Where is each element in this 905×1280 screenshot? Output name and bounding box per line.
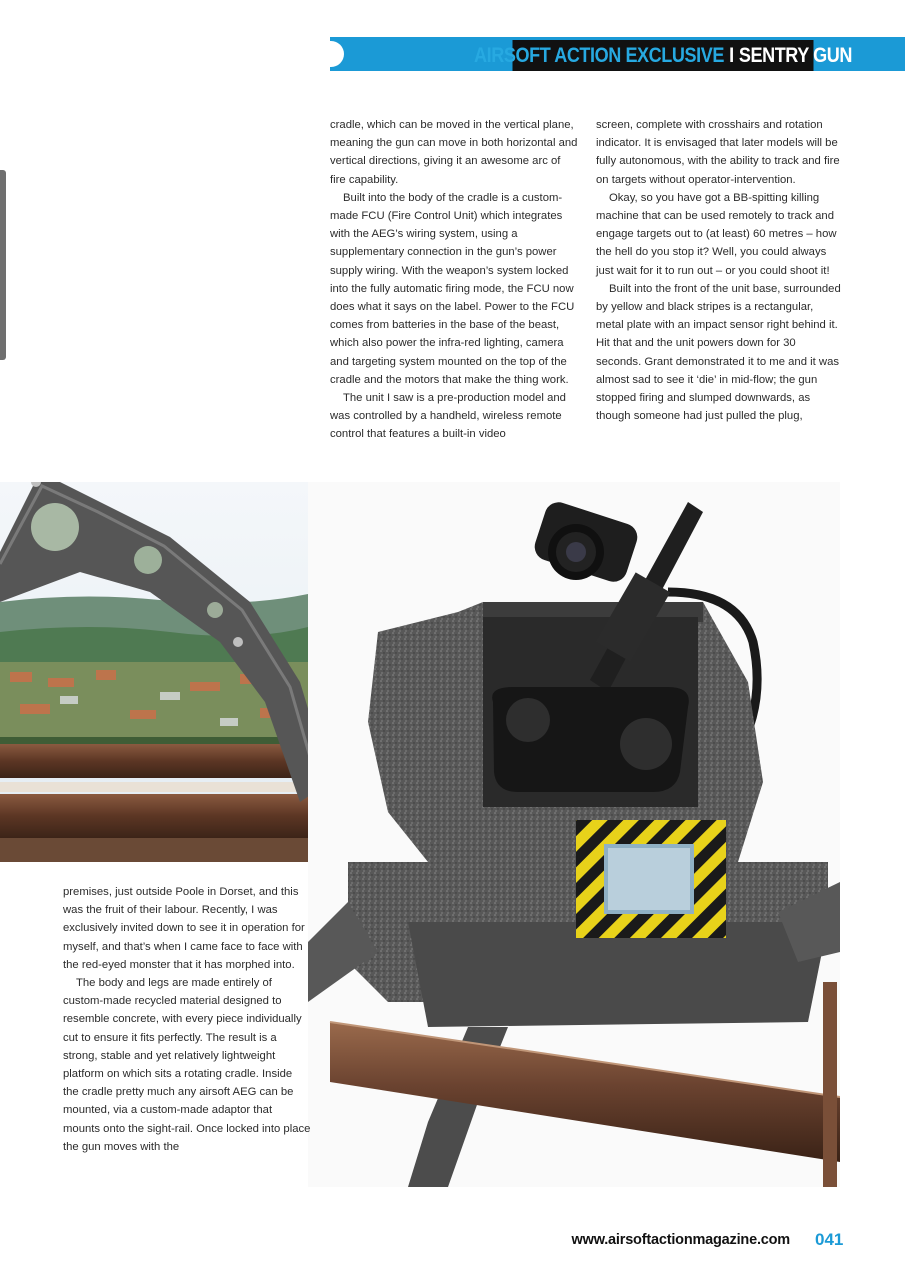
paragraph: Okay, so you have got a BB-spitting killing machine that can be used remotely to track and engage targets out to (at least) 60 metres – how the hell do you stop it? Well, you could always just wait for it to run out – or you could shoot it! bbox=[596, 191, 837, 277]
paragraph: Built into the body of the cradle is a custom-made FCU (Fire Control Unit) which integrates with the AEG’s wiring system, using a supplementary connection in the gun’s power supply wiring. With the weapon’s system locked into the fully automatic firing mode, the FCU now does what it says on the label. Power to the FCU comes from batteries in the base of the beast, which also power the infra-red lighting, camera and targeting system mounted on the top of the cradle and the motors that make the thing work. bbox=[330, 191, 575, 386]
paragraph: Built into the front of the unit base, surrounded by yellow and black stripes is a rectangular, metal plate with an impact sensor right behind it. Hit that and the unit powers down for 30 seconds. Grant demonstrated it to me and it was almost sad to see it ‘die’ in mid-flow; the gun stopped firing and slumped downwards, as though someone had just pulled the plug, bbox=[596, 282, 841, 423]
page-number: 041 bbox=[815, 1230, 844, 1249]
photo-edge-strip bbox=[0, 170, 6, 360]
article-column-left bbox=[63, 883, 311, 1156]
section-header bbox=[474, 40, 852, 71]
footer-website-url: www.airsoftactionmagazine.com bbox=[571, 1232, 790, 1248]
article-column-right bbox=[596, 116, 844, 425]
paragraph: The body and legs are made entirely of custom-made recycled material designed to resemble concrete, with every piece individually cut to ensure it fits perfectly. The result is a strong, stable and yet relatively lightweight platform on which sits a rotating cradle. Inside the cradle pretty much any airsoft AEG can be mounted, via a custom-made adaptor that mounts onto the sight-rail. Once locked into place the gun moves with the bbox=[63, 977, 311, 1153]
photo-landscape-leg bbox=[0, 482, 308, 862]
header-separator: I bbox=[729, 43, 734, 67]
article-column-middle bbox=[330, 116, 578, 444]
paragraph: screen, complete with crosshairs and rotation indicator. It is envisaged that later models will be fully autonomous, with the ability to track and fire on targets without operator-intervention. bbox=[596, 119, 840, 186]
paragraph: premises, just outside Poole in Dorset, and this was the fruit of their labour. Recently, I was exclusively invited down to see it in operation for myself, and that’s when I came face to face with the red-eyed monster that it has morphed into. bbox=[63, 886, 305, 971]
header-topic: SENTRY GUN bbox=[738, 43, 852, 67]
paragraph: cradle, which can be moved in the vertical plane, meaning the gun can move in both horizontal and vertical directions, giving it an awesome arc of fire capability. bbox=[330, 119, 578, 186]
paragraph: The unit I saw is a pre-production model and was controlled by a handheld, wireless remote control that features a built-in video bbox=[330, 392, 566, 441]
photo-sentry-gun bbox=[308, 482, 840, 1187]
header-exclusive: AIRSOFT ACTION EXCLUSIVE bbox=[474, 43, 724, 67]
